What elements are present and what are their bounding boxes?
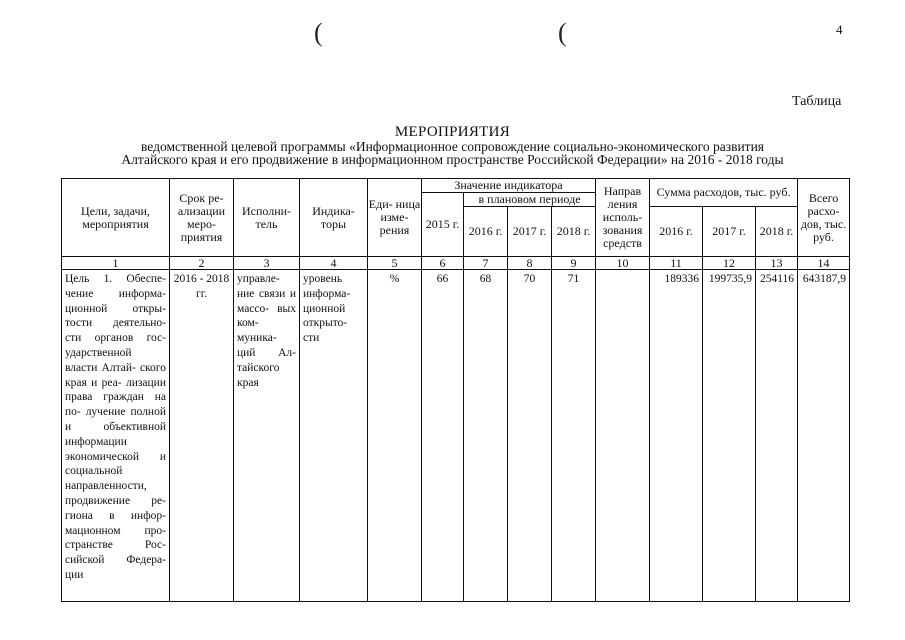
term-cell: 2016 - 2018 гг. [170,270,234,602]
value-2018-cell: 71 [552,270,596,602]
header-year-2018: 2018 г. [552,207,596,257]
document-subtitle-line1: ведомственной целевой программы «Информационное сопровождение социально-экономического развития [140,139,765,154]
column-number: 8 [508,257,552,270]
column-number: 12 [703,257,756,270]
direction-cell [596,270,650,602]
column-number: 3 [234,257,300,270]
column-number: 4 [300,257,368,270]
column-number: 2 [170,257,234,270]
scan-mark-right: ( [558,18,567,47]
column-number: 14 [798,257,850,270]
header-year-2016: 2016 г. [464,207,508,257]
table-row [62,270,850,602]
value-2016-cell: 68 [464,270,508,602]
header-year-2017: 2017 г. [508,207,552,257]
header-term: Срок ре- ализации меро- приятия [170,179,234,257]
measures-table [61,178,850,602]
header-direction: Направ ления исполь- зования средств [596,179,650,257]
header-unit: Еди- ница изме- рения [368,179,422,257]
column-number: 1 [62,257,170,270]
scan-mark-left: ( [314,18,323,47]
header-expense-2018: 2018 г. [756,207,798,257]
column-number: 5 [368,257,422,270]
header-indicator-value: Значение индикатора [422,179,596,193]
column-number: 6 [422,257,464,270]
executor-cell: управле- ние связи и массо- вых ком- муника- ций Ал- тайского края [234,270,300,602]
column-number: 10 [596,257,650,270]
page-number: 4 [836,22,843,37]
total-cell: 643187,9 [798,270,850,602]
unit-cell: % [368,270,422,602]
header-year-2015: 2015 г. [422,193,464,257]
document-subtitle-line2: Алтайского края и его продвижение в информационном пространстве Российской Федерации» на 2016 - 2018 годы [121,152,784,167]
column-number: 7 [464,257,508,270]
expense-2016-cell: 189336 [650,270,703,602]
header-total: Всего расхо- дов, тыс. руб. [798,179,850,257]
column-number: 11 [650,257,703,270]
column-number: 13 [756,257,798,270]
goal-cell: Цель 1. Обеспе- чение информа- ционной откры- тости деятельно- сти органов гос- ударственной власти Алтай- ского края и реа- лизации права граждан на по- лучение полной и объективной информации экономической и социальной направленности, продвижение ре- гиона в инфор- мационном про- странстве Рос- сийской Федера- ции [62,270,170,602]
header-planned-period: в плановом периоде [464,193,596,207]
header-expenses: Сумма расходов, тыс. руб. [650,179,798,207]
document-title: МЕРОПРИЯТИЯ [394,124,511,140]
header-expense-2017: 2017 г. [703,207,756,257]
header-expense-2016: 2016 г. [650,207,703,257]
expense-2018-cell: 254116 [756,270,798,602]
column-number: 9 [552,257,596,270]
value-2015-cell: 66 [422,270,464,602]
header-goals: Цели, задачи, мероприятия [62,179,170,257]
header-executor: Исполни- тель [234,179,300,257]
value-2017-cell: 70 [508,270,552,602]
expense-2017-cell: 199735,9 [703,270,756,602]
indicator-cell: уровень информа- ционной открыто- сти [300,270,368,602]
table-label: Таблица [792,94,842,109]
header-indicators: Индика- торы [300,179,368,257]
